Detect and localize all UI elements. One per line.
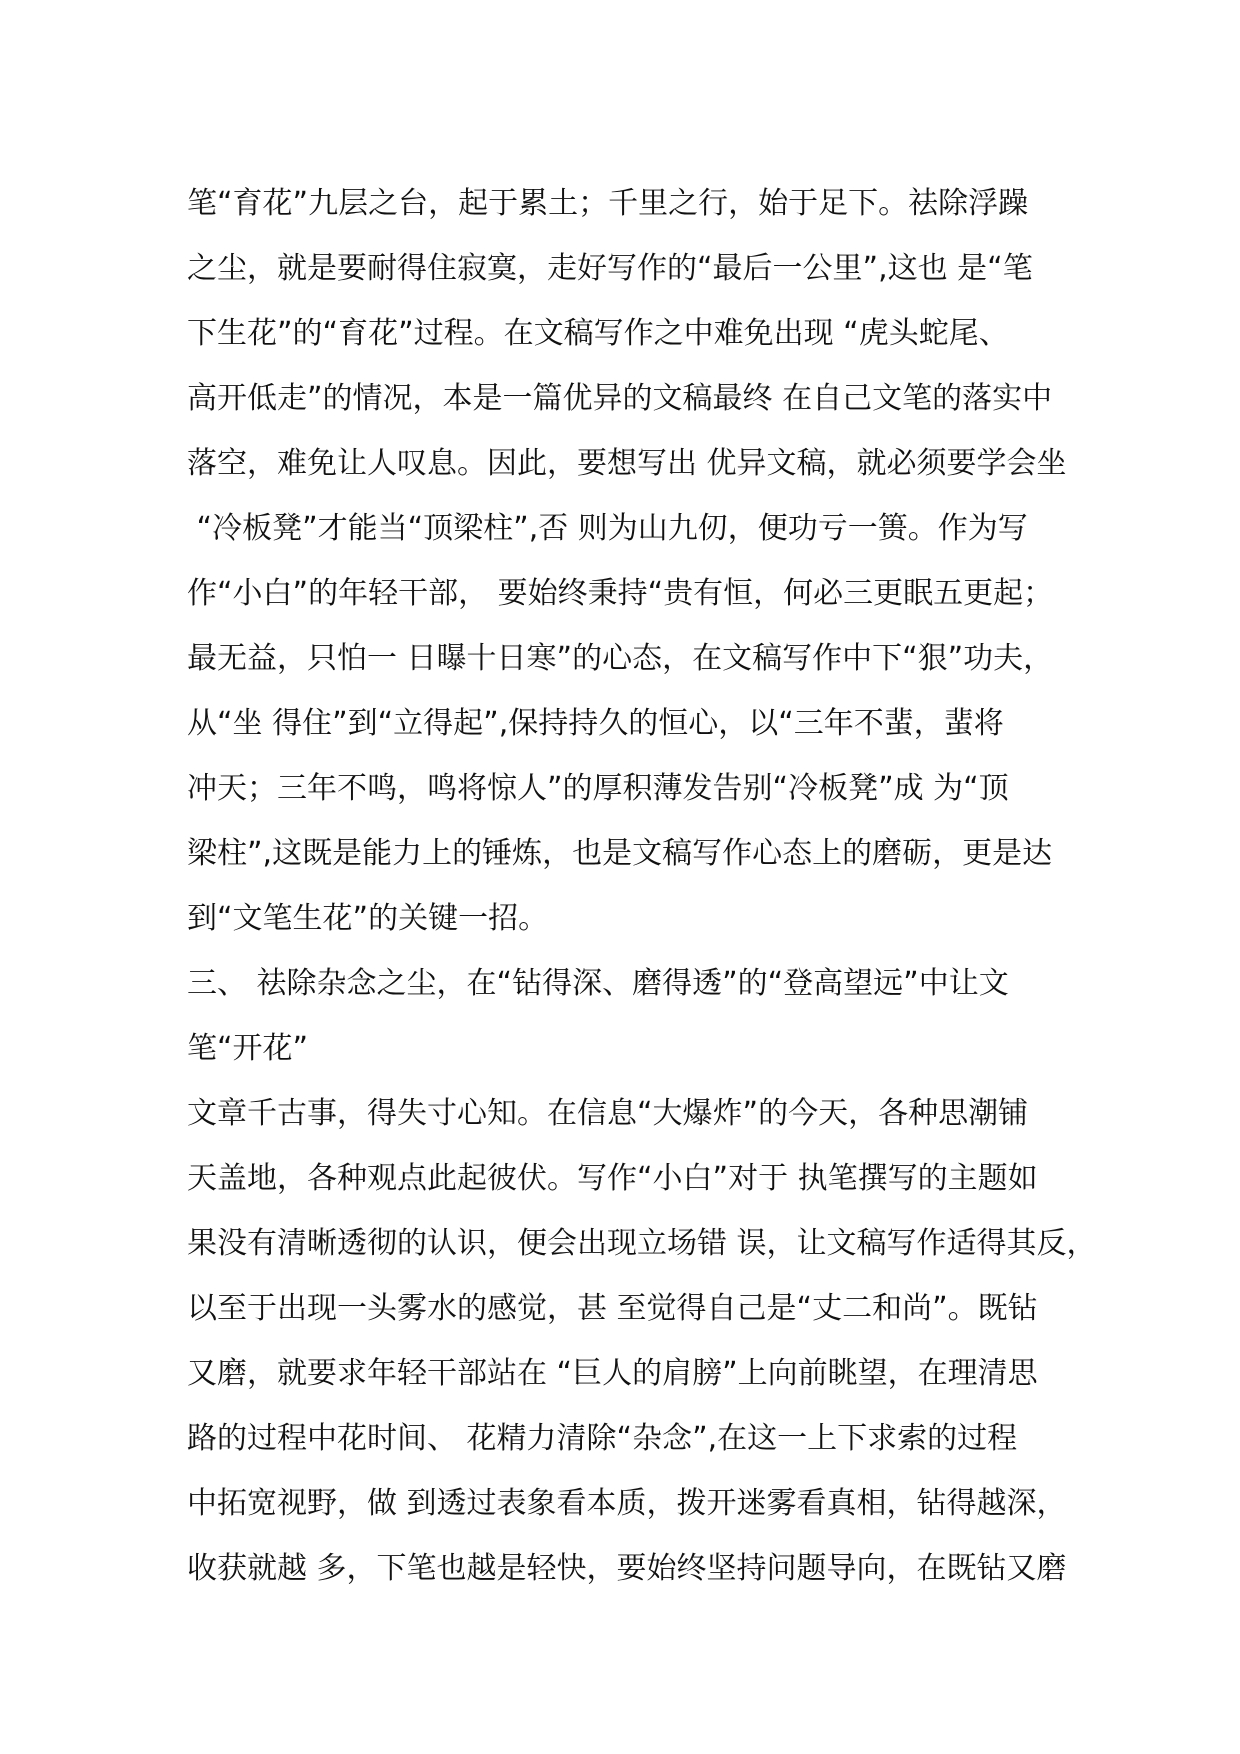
text-line: 又磨，就要求年轻干部站在 “巨人的肩膀”上向前眺望，在理清思 xyxy=(187,1356,1038,1391)
text-line: 到“文笔生花”的关键一招。 xyxy=(187,901,549,936)
text-line: 果没有清晰透彻的认识，便会出现立场错 误，让文稿写作适得其反， xyxy=(187,1226,1097,1261)
text-line: 下生花”的“育花”过程。在文稿写作之中难免出现 “虎头蛇尾、 xyxy=(187,316,1009,351)
text-line: 路的过程中花时间、 花精力清除“杂念”,在这一上下求索的过程 xyxy=(187,1421,1018,1456)
text-line: 作“小白”的年轻干部， 要始终秉持“贵有恒，何必三更眠五更起； xyxy=(187,576,1054,611)
text-line: 中拓宽视野，做 到透过表象看本质，拨开迷雾看真相，钻得越深， xyxy=(187,1486,1067,1521)
body-text xyxy=(187,171,1097,1601)
section-heading-line: 笔“开花” xyxy=(187,1031,309,1066)
text-line: 之尘，就是要耐得住寂寞，走好写作的“最后一公里”,这也 是“笔 xyxy=(187,251,1033,286)
text-line: 落空，难免让人叹息。因此，要想写出 优异文稿，就必须要学会坐 xyxy=(187,446,1067,481)
section-heading-line: 三、 祛除杂念之尘，在“钻得深、磨得透”的“登高望远”中让文 xyxy=(187,966,1009,1001)
text-line: 文章千古事，得失寸心知。在信息“大爆炸”的今天，各种思潮铺 xyxy=(187,1096,1029,1131)
text-line: 最无益，只怕一 日曝十日寒”的心态，在文稿写作中下“狠”功夫， xyxy=(187,641,1054,676)
text-line: 梁柱”,这既是能力上的锤炼，也是文稿写作心态上的磨砺，更是达 xyxy=(187,836,1053,871)
text-line: 冲天；三年不鸣，鸣将惊人”的厚积薄发告别“冷板凳”成 为“顶 xyxy=(187,771,1009,806)
text-line: 天盖地，各种观点此起彼伏。写作“小白”对于 执笔撰写的主题如 xyxy=(187,1161,1038,1196)
text-line: 收获就越 多，下笔也越是轻快，要始终坚持问题导向，在既钻又磨 xyxy=(187,1551,1067,1586)
text-line: 从“坐 得住”到“立得起”,保持持久的恒心，以“三年不蜚，蜚将 xyxy=(187,706,1004,741)
text-line: “冷板凳”才能当“顶梁柱”,否 则为山九仞，便功亏一篑。作为写 xyxy=(187,511,1028,546)
text-line: 笔“育花”九层之台，起于累土；千里之行，始于足下。祛除浮躁 xyxy=(187,186,1029,221)
text-line: 以至于出现一头雾水的感觉，甚 至觉得自己是“丈二和尚”。既钻 xyxy=(187,1291,1038,1326)
text-line: 高开低走”的情况，本是一篇优异的文稿最终 在自己文笔的落实中 xyxy=(187,381,1053,416)
